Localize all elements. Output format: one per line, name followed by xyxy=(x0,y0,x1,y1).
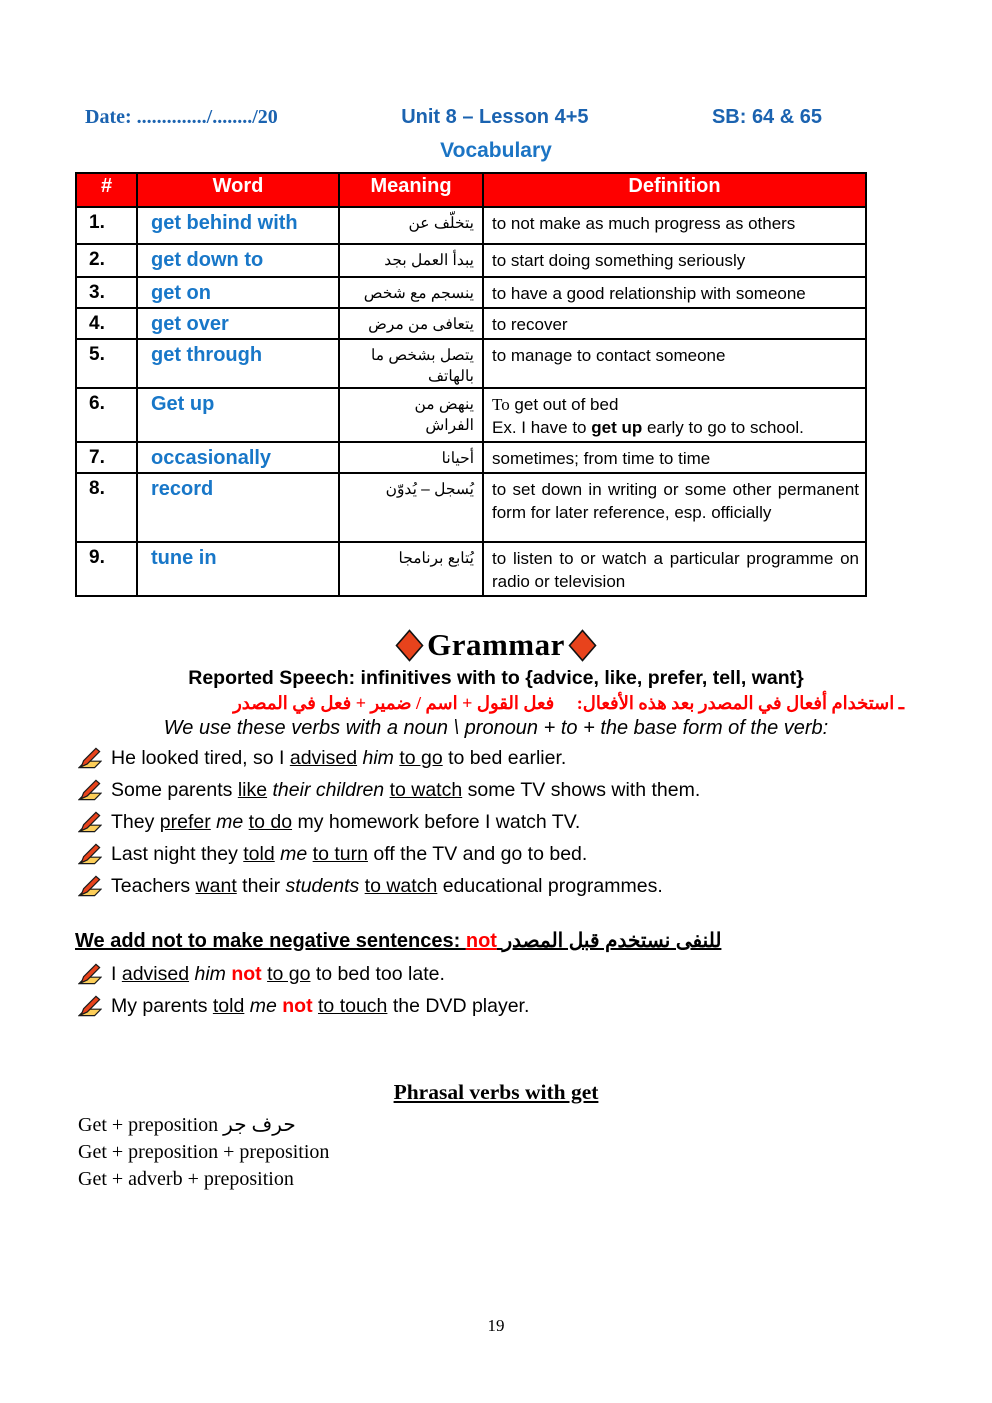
arabic-grammar-note: ـ استخدام أفعال في المصدر بعد هذه الأفعال: فعل القول + اسم / ضمير + فعل في المصدر xyxy=(233,693,904,713)
definition-cell: to manage to contact someone xyxy=(483,339,866,388)
example-sentence: He looked tired, so I advised him to go to bed earlier. xyxy=(111,747,567,769)
writing-hand-icon xyxy=(78,995,102,1022)
grammar-examples-list xyxy=(78,745,992,902)
example-sentence: Some parents like their children to watch some TV shows with them. xyxy=(111,779,701,801)
reported-speech-heading: Reported Speech: infinitives with to {advice, like, prefer, tell, want} xyxy=(188,667,804,689)
table-row xyxy=(76,308,866,339)
definition-cell: sometimes; from time to time xyxy=(483,442,866,473)
column-header-definition: Definition xyxy=(483,173,866,207)
table-row xyxy=(76,442,866,473)
table-row xyxy=(76,473,866,542)
phrasal-pattern: Get + adverb + preposition xyxy=(78,1168,294,1190)
negative-examples-list xyxy=(78,961,992,1022)
table-row xyxy=(76,388,866,442)
writing-hand-icon xyxy=(78,963,102,990)
definition-cell: to listen to or watch a particular programme on radio or television xyxy=(483,542,866,596)
row-number: 1. xyxy=(76,207,137,244)
definition-cell: to have a good relationship with someone xyxy=(483,277,866,308)
phrasal-patterns-list xyxy=(78,1112,992,1193)
example-sentence: They prefer me to do my homework before I watch TV. xyxy=(111,811,581,833)
definition-cell: to set down in writing or some other permanent form for later reference, esp. officially xyxy=(483,473,866,542)
page-header xyxy=(85,106,822,129)
meaning-cell: أحيانا xyxy=(339,442,483,473)
date-field: Date: ............../......../20 xyxy=(85,106,278,128)
word-cell: get on xyxy=(137,277,339,308)
writing-hand-icon xyxy=(78,779,102,806)
list-item xyxy=(78,873,992,902)
table-row xyxy=(76,542,866,596)
vocabulary-table xyxy=(75,172,867,597)
word-cell: get down to xyxy=(137,244,339,277)
list-item xyxy=(78,841,992,870)
writing-hand-icon xyxy=(78,747,102,774)
example-sentence: Last night they told me to turn off the TV and go to bed. xyxy=(111,843,588,865)
row-number: 9. xyxy=(76,542,137,596)
row-number: 4. xyxy=(76,308,137,339)
column-header-number: # xyxy=(76,173,137,207)
unit-lesson-title: Unit 8 – Lesson 4+5 xyxy=(401,106,589,128)
page-number: 19 xyxy=(487,1316,505,1335)
word-cell: tune in xyxy=(137,542,339,596)
phrasal-verbs-title: Phrasal verbs with get xyxy=(393,1080,599,1104)
grammar-rule-line: We use these verbs with a noun \ pronoun + to + the base form of the verb: xyxy=(163,717,829,739)
word-cell: Get up xyxy=(137,388,339,442)
definition-cell: To get out of bed Ex. I have to get up early to go to school. xyxy=(483,388,866,442)
meaning-cell: يتصل بشخص ما بالهاتف xyxy=(339,339,483,388)
meaning-cell: ينهض من الفراش xyxy=(339,388,483,442)
example-sentence: Teachers want their students to watch educational programmes. xyxy=(111,875,663,897)
list-item xyxy=(78,961,992,990)
diamond-icon xyxy=(568,629,597,662)
vocabulary-section-title: Vocabulary xyxy=(440,139,552,162)
example-sentence: My parents told me not to touch the DVD player. xyxy=(111,995,530,1017)
list-item xyxy=(78,809,992,838)
student-book-pages: SB: 64 & 65 xyxy=(711,106,822,128)
meaning-cell: يُتابع برنامجا xyxy=(339,542,483,596)
row-number: 6. xyxy=(76,388,137,442)
meaning-cell: يتخلّف عن xyxy=(339,207,483,244)
column-header-word: Word xyxy=(137,173,339,207)
phrasal-pattern: Get + preposition + preposition xyxy=(78,1141,330,1163)
table-row xyxy=(76,277,866,308)
row-number: 8. xyxy=(76,473,137,542)
negative-sentences-heading: We add not to make negative sentences: not للنفى نستخدم قبل المصدر xyxy=(75,930,722,952)
grammar-banner xyxy=(0,627,992,663)
row-number: 2. xyxy=(76,244,137,277)
list-item xyxy=(78,993,992,1022)
writing-hand-icon xyxy=(78,875,102,902)
row-number: 5. xyxy=(76,339,137,388)
meaning-cell: يبدأ العمل بجد xyxy=(339,244,483,277)
meaning-cell: يُسجل – يُدوّن xyxy=(339,473,483,542)
diamond-icon xyxy=(395,629,424,662)
table-row xyxy=(76,207,866,244)
list-item xyxy=(78,777,992,806)
writing-hand-icon xyxy=(78,843,102,870)
definition-cell: to not make as much progress as others xyxy=(483,207,866,244)
column-header-meaning: Meaning xyxy=(339,173,483,207)
row-number: 3. xyxy=(76,277,137,308)
word-cell: get over xyxy=(137,308,339,339)
table-row xyxy=(76,244,866,277)
list-item xyxy=(78,745,992,774)
word-cell: occasionally xyxy=(137,442,339,473)
phrasal-pattern: Get + preposition حرف جر xyxy=(78,1114,296,1136)
example-sentence: I advised him not to go to bed too late. xyxy=(111,963,445,985)
table-header-row xyxy=(76,173,866,207)
definition-cell: to start doing something seriously xyxy=(483,244,866,277)
meaning-cell: يتعافى من مرض xyxy=(339,308,483,339)
definition-cell: to recover xyxy=(483,308,866,339)
writing-hand-icon xyxy=(78,811,102,838)
meaning-cell: ينسجم مع شخص xyxy=(339,277,483,308)
grammar-section-title: Grammar xyxy=(427,627,565,662)
table-row xyxy=(76,339,866,388)
word-cell: record xyxy=(137,473,339,542)
word-cell: get behind with xyxy=(137,207,339,244)
word-cell: get through xyxy=(137,339,339,388)
row-number: 7. xyxy=(76,442,137,473)
